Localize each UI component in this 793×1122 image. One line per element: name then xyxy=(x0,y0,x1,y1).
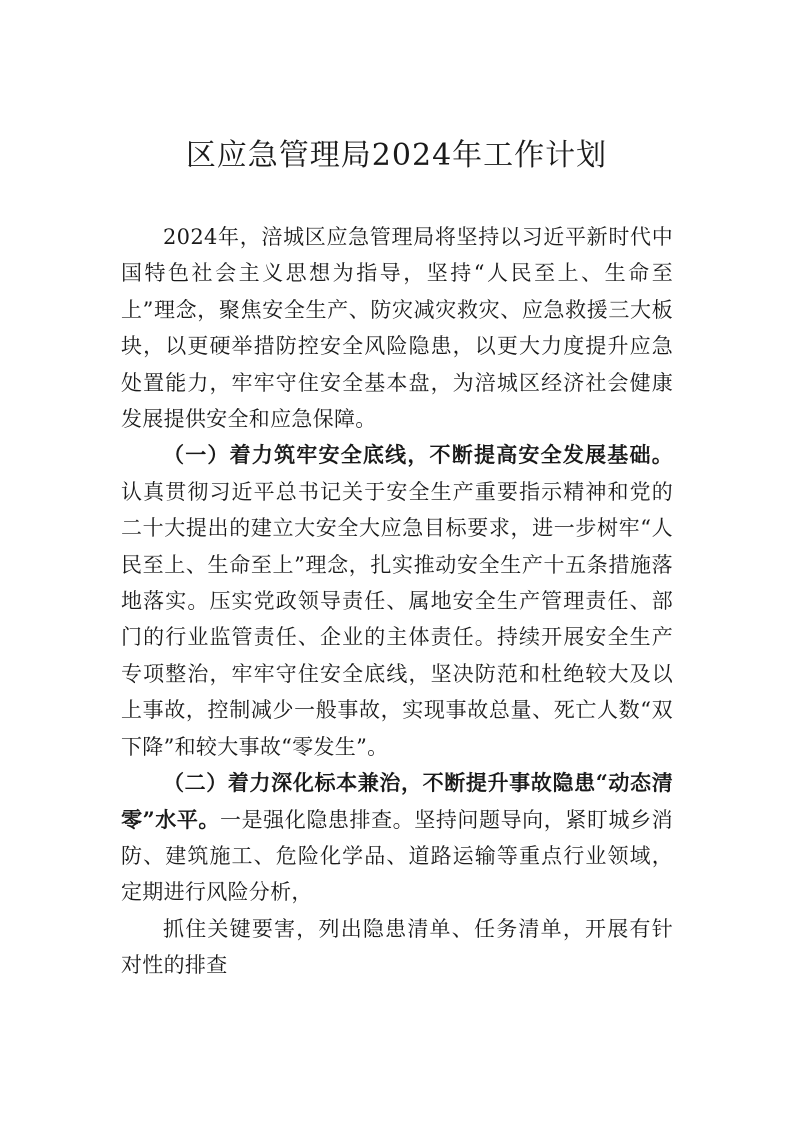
document-body xyxy=(121,219,673,984)
section-1-paragraph xyxy=(121,437,673,765)
section-1-body: 认真贯彻习近平总书记关于安全生产重要指示精神和党的二十大提出的建立大安全大应急目标要求，进一步树牢“人民至上、生命至上”理念，扎实推动安全生产十五条措施落地落实。压实党政领导责任、属地安全生产管理责任、部门的行业监管责任、企业的主体责任。持续开展安全生产专项整治，牢牢守住安全底线，坚决防范和杜绝较大及以上事故，控制减少一般事故，实现事故总量、死亡人数“双下降”和较大事故“零发生”。 xyxy=(121,479,673,759)
section-2-paragraph xyxy=(121,765,673,911)
section-2-body: 一是强化隐患排查。坚持问题导向，紧盯城乡消防、建筑施工、危险化学品、道路运输等重点行业领域，定期进行风险分析， xyxy=(121,807,673,905)
continuation-paragraph: 抓住关键要害，列出隐患清单、任务清单，开展有针对性的排查 xyxy=(121,916,673,978)
intro-paragraph: 2024年，涪城区应急管理局将坚持以习近平新时代中国特色社会主义思想为指导，坚持“人民至上、生命至上”理念，聚焦安全生产、防灾减灾救灾、应急救援三大板块，以更硬举措防控安全风险隐患，以更大力度提升应急处置能力，牢牢守住安全基本盘，为涪城区经济社会健康发展提供安全和应急保障。 xyxy=(121,225,673,432)
document-title: 区应急管理局2024年工作计划 xyxy=(185,138,608,173)
section-1-heading: （一）着力筑牢安全底线，不断提高安全发展基础。 xyxy=(163,442,673,468)
section-2-heading: （二）着力深化标本兼治，不断提升事故隐患“动态清零”水平。 xyxy=(121,770,673,832)
